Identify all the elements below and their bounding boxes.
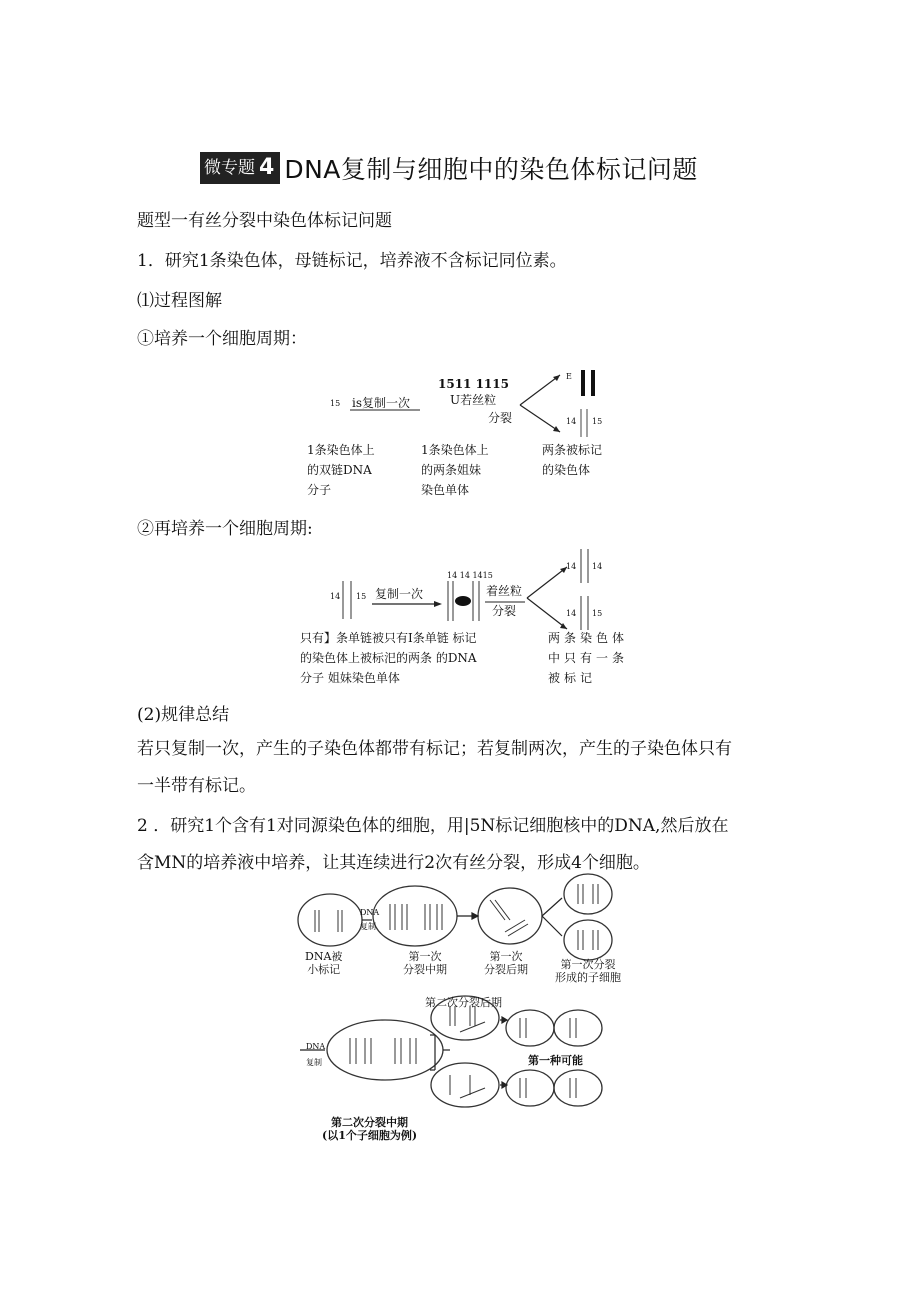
d2-split-bottom: 分裂 bbox=[492, 604, 517, 618]
d2-rba: 14 bbox=[566, 609, 577, 618]
d2-l15: 15 bbox=[356, 592, 367, 601]
result1-right bbox=[554, 1010, 602, 1046]
item1-step2: ②再培养一个细胞周期: bbox=[137, 519, 313, 539]
d1-caption1 bbox=[307, 440, 375, 500]
d1-cap2-l2: 的两条姐妹 bbox=[421, 463, 482, 477]
cell-late2-bottom bbox=[431, 1063, 499, 1107]
d2-cap1-l1: 只有】条单链被只有I条单链 标记 bbox=[300, 631, 477, 645]
fig-label-d-l2: 形成的子细胞 bbox=[555, 971, 621, 984]
fig-label-c-l2: 分裂后期 bbox=[484, 963, 528, 976]
section-heading: 题型一有丝分裂中染色体标记问题 bbox=[137, 211, 392, 231]
fig-label-b bbox=[403, 950, 447, 976]
d2-cap1-l3: 分子 姐妹染色单体 bbox=[300, 671, 400, 685]
badge-number: 4 bbox=[259, 155, 275, 180]
cell-a bbox=[298, 894, 362, 946]
fig-dna-rep-b: 复制 bbox=[360, 922, 376, 931]
d1-caption2 bbox=[421, 440, 489, 500]
d1-e-mark: E bbox=[566, 372, 572, 381]
fig-label-a-l1: DNA被 bbox=[305, 950, 343, 963]
fig-label-d-l1: 第一次分裂 bbox=[560, 958, 616, 971]
d1-split: 分裂 bbox=[488, 411, 513, 425]
daughter-cell-bottom bbox=[564, 920, 612, 960]
daughter-cell-top bbox=[564, 874, 612, 914]
d1-cap1-l1: 1条染色体上 bbox=[307, 443, 375, 457]
d2-l14: 14 bbox=[330, 592, 341, 601]
cell-mid2 bbox=[327, 1020, 443, 1080]
topic-badge bbox=[200, 152, 280, 184]
d1-arrow-underline bbox=[350, 408, 420, 412]
cell-b bbox=[373, 886, 457, 946]
badge-text: 微专题 bbox=[204, 158, 255, 178]
d2-rtb: 14 bbox=[592, 562, 603, 571]
fig-second-late: 第二次分裂后期 bbox=[425, 996, 502, 1009]
d2-sister-chromatids bbox=[445, 580, 485, 622]
d1-branch-arrows bbox=[515, 370, 565, 440]
fig-first-possible: 第一种可能 bbox=[528, 1054, 583, 1067]
fig-label-b-l1: 第一次 bbox=[408, 950, 442, 963]
d1-caption3 bbox=[542, 440, 602, 480]
d2-replicate: 复制一次 bbox=[375, 587, 424, 601]
item2-line1: 2 ．研究1个含有1对同源染色体的细胞，用|5N标记细胞核中的DNA,然后放在 bbox=[137, 816, 729, 836]
d2-top: 14 14 1415 bbox=[447, 571, 493, 580]
d2-caption1 bbox=[300, 628, 477, 688]
fig-dna2-b: 复制 bbox=[306, 1058, 322, 1067]
item1-sub1: ⑴过程图解 bbox=[137, 291, 222, 311]
d1-top-labels: 1511 1115 bbox=[438, 377, 509, 391]
summary-line2: 一半带有标记。 bbox=[137, 776, 256, 796]
d1-cap2-l3: 染色单体 bbox=[421, 483, 470, 497]
d1-cap2-l1: 1条染色体上 bbox=[421, 443, 489, 457]
d2-chromosome-left bbox=[340, 580, 354, 620]
d2-arrow bbox=[372, 600, 442, 608]
fig-label-a bbox=[305, 950, 342, 976]
item1-text: 1．研究1条染色体，母链标记，培养液不含标记同位素。 bbox=[137, 251, 567, 271]
d2-cap2-l2: 中只有一条 bbox=[548, 651, 629, 665]
fig-mid2-l2: (以1个子细胞为例) bbox=[322, 1129, 418, 1142]
fig-dna2-a: DNA bbox=[306, 1042, 326, 1051]
result1-left bbox=[506, 1010, 554, 1046]
fig-label-d bbox=[555, 958, 621, 984]
d1-r14: 14 bbox=[566, 417, 577, 426]
d2-cap1-l2: 的染色体上被标汜的两条 的DNA bbox=[300, 651, 477, 665]
d2-rbb: 15 bbox=[592, 609, 603, 618]
d2-result-top bbox=[578, 548, 592, 584]
item1-step1: ①培养一个细胞周期： bbox=[137, 329, 307, 349]
result2-right bbox=[554, 1070, 602, 1106]
fig-label-c bbox=[484, 950, 528, 976]
fig-mid2-l1: 第二次分裂中期 bbox=[331, 1116, 409, 1129]
page-title bbox=[200, 150, 698, 186]
fig-label-c-l1: 第一次 bbox=[489, 950, 523, 963]
summary-line1: 若只复制一次，产生的子染色体都带有标记；若复制两次，产生的子染色体只有 bbox=[137, 739, 732, 759]
d2-cap2-l1: 两条染色体 bbox=[548, 631, 629, 645]
d2-cap2-l3: 被标记 bbox=[548, 671, 597, 685]
d1-chromosome-bottom bbox=[578, 408, 590, 438]
fig-mid2 bbox=[322, 1116, 417, 1142]
d1-cap1-l2: 的双链DNA bbox=[307, 463, 372, 477]
d2-split-top: 着丝粒 bbox=[486, 584, 523, 598]
d2-branch-arrows bbox=[525, 562, 570, 634]
d1-u-split: U若丝粒 bbox=[450, 393, 497, 407]
result2-left bbox=[506, 1070, 554, 1106]
d1-cap3-l1: 两条被标记 bbox=[542, 443, 603, 457]
d2-rta: 14 bbox=[566, 562, 577, 571]
d2-result-bottom bbox=[578, 595, 592, 631]
item1-sub2: (2)规律总结 bbox=[137, 705, 230, 725]
d1-r15: 15 bbox=[592, 417, 603, 426]
d1-chromosome-top bbox=[578, 368, 598, 398]
fig-dna-rep-a: DNA bbox=[360, 908, 380, 917]
fig-label-b-l2: 分裂中期 bbox=[403, 963, 447, 976]
d1-cap3-l2: 的染色体 bbox=[542, 463, 591, 477]
fig-label-a-l2: 小标记 bbox=[307, 963, 341, 976]
d1-cap1-l3: 分子 bbox=[307, 483, 332, 497]
title-text: DNA复制与细胞中的染色体标记问题 bbox=[284, 155, 698, 184]
d1-n15: 15 bbox=[330, 399, 341, 408]
d2-caption2 bbox=[548, 628, 628, 688]
item2-line2: 含MN的培养液中培养，让其连续进行2次有丝分裂，形成4个细胞。 bbox=[137, 853, 650, 873]
d1-replicate: is复制一次 bbox=[352, 396, 410, 410]
cell-c bbox=[478, 888, 542, 944]
